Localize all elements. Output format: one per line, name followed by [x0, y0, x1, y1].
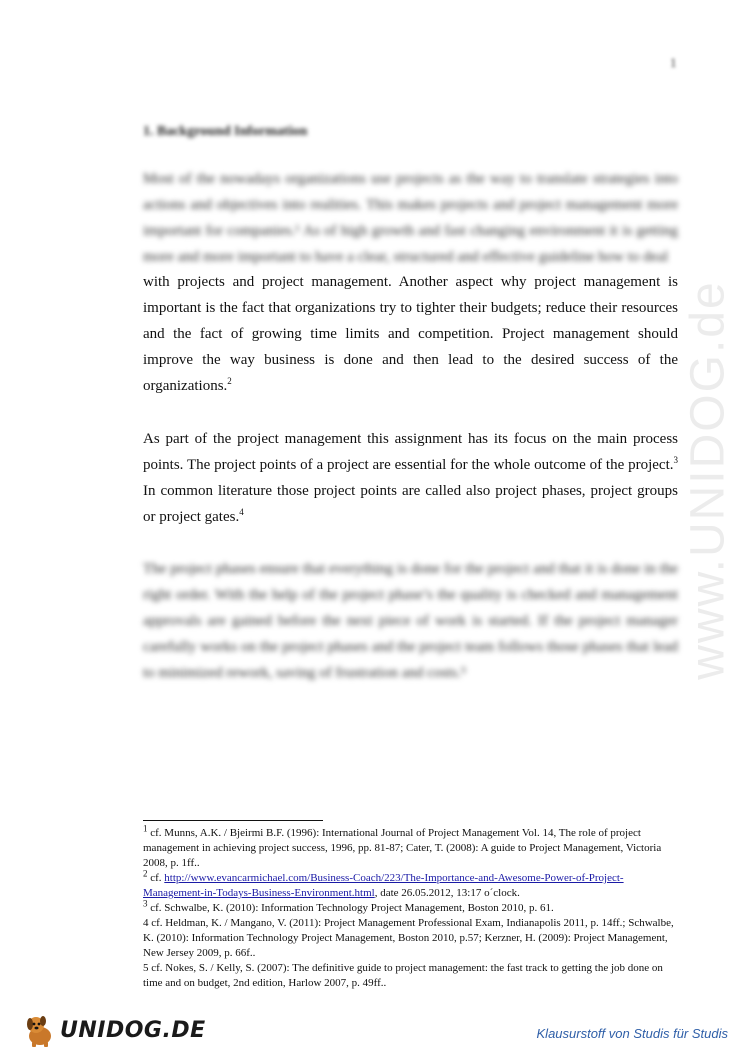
- footnote-ref-4: 4: [239, 507, 244, 517]
- footnote-2-post: , date 26.05.2012, 13:17 o´clock.: [374, 887, 520, 899]
- footnote-ref-2: 2: [227, 376, 232, 386]
- page-number: 1: [670, 55, 677, 70]
- dog-icon: [22, 1012, 58, 1048]
- watermark: www.UNIDOG.de: [681, 280, 735, 680]
- paragraph-1-text: with projects and project management. Another aspect why project management is important is the fact that organizations try to tighter their budgets; reduce their resources and the fact of growing time limits and competition. Project management should improve the way business is done and then lead to the desired success of the organizations.: [143, 274, 678, 394]
- paragraph-1: [143, 269, 678, 399]
- footnote-1: [143, 823, 678, 871]
- logo-text: UNIDOG.DE: [60, 1017, 206, 1043]
- footnote-2-link[interactable]: http://www.evancarmichael.com/Business-Coach/223/The-Importance-and-Awesome-Power-of-Project-Management-in-Todays-Business-Environment.html: [143, 872, 624, 899]
- footnote-mark-3: 3: [143, 898, 148, 909]
- blurred-paragraph-2: The project phases ensure that everything is done for the project and that it is done in the right order. With the help of the project phase’s the quality is checked and management approvals are gained before the next piece of work is started. If the project manager carefully works on the project phases and the project team follows those phases that lead to minimized rework, saving of frustration and costs.⁵: [143, 561, 678, 681]
- footnote-rule: [143, 820, 323, 821]
- footnote-4: 4 cf. Heldman, K. / Mangano, V. (2011): Project Management Professional Exam, Indianapolis 2011, p. 14ff.; Schwalbe, K. (2010): Information Technology Project Management, Boston 2010, p.57; Kerzner, H. (2009): Project Management, New Jersey 2009, p. 66f..: [143, 917, 674, 959]
- paragraph-2: [143, 426, 678, 530]
- footnote-mark-2: 2: [143, 868, 148, 879]
- footnote-3: [143, 898, 678, 916]
- paragraph-2-text-b: In common literature those project points are called also project phases, project groups or project gates.: [143, 483, 678, 525]
- unidog-logo[interactable]: [22, 1012, 206, 1048]
- footnote-2: [143, 868, 678, 901]
- section-heading: 1. Background Information: [143, 124, 308, 139]
- footnotes: [143, 823, 678, 991]
- footnote-ref-3: 3: [673, 455, 678, 465]
- footnote-mark-1: 1: [143, 823, 148, 834]
- footnote-2-pre: cf.: [147, 872, 165, 884]
- paragraph-2-text-a: As part of the project management this assignment has its focus on the main process points. The project points of a project are essential for the whole outcome of the project.: [143, 431, 678, 473]
- footnote-5: 5 cf. Nokes, S. / Kelly, S. (2007): The definitive guide to project management: the fast track to getting the job done on time and on budget, 2nd edition, Harlow 2007, p. 49ff..: [143, 962, 663, 989]
- tagline: Klausurstoff von Studis für Studis: [536, 1026, 728, 1041]
- footnote-1-text: cf. Munns, A.K. / Bjeirmi B.F. (1996): International Journal of Project Management Vol. 14, The role of project management in achieving project success, 1996, pp. 81-87; Cater, T. (2008): A guide to Project Management, Victoria 2008, p. 1ff..: [143, 827, 662, 869]
- blurred-paragraph-1: Most of the nowadays organizations use projects as the way to translate strategies into actions and objectives into realities. This makes projects and project management more important for companies.¹ As of high growth and fast changing environment it is getting more and more important to have a clear, structured and effective guideline how to deal: [143, 171, 678, 265]
- footnote-3-text: cf. Schwalbe, K. (2010): Information Technology Project Management, Boston 2010, p. 61.: [147, 902, 554, 914]
